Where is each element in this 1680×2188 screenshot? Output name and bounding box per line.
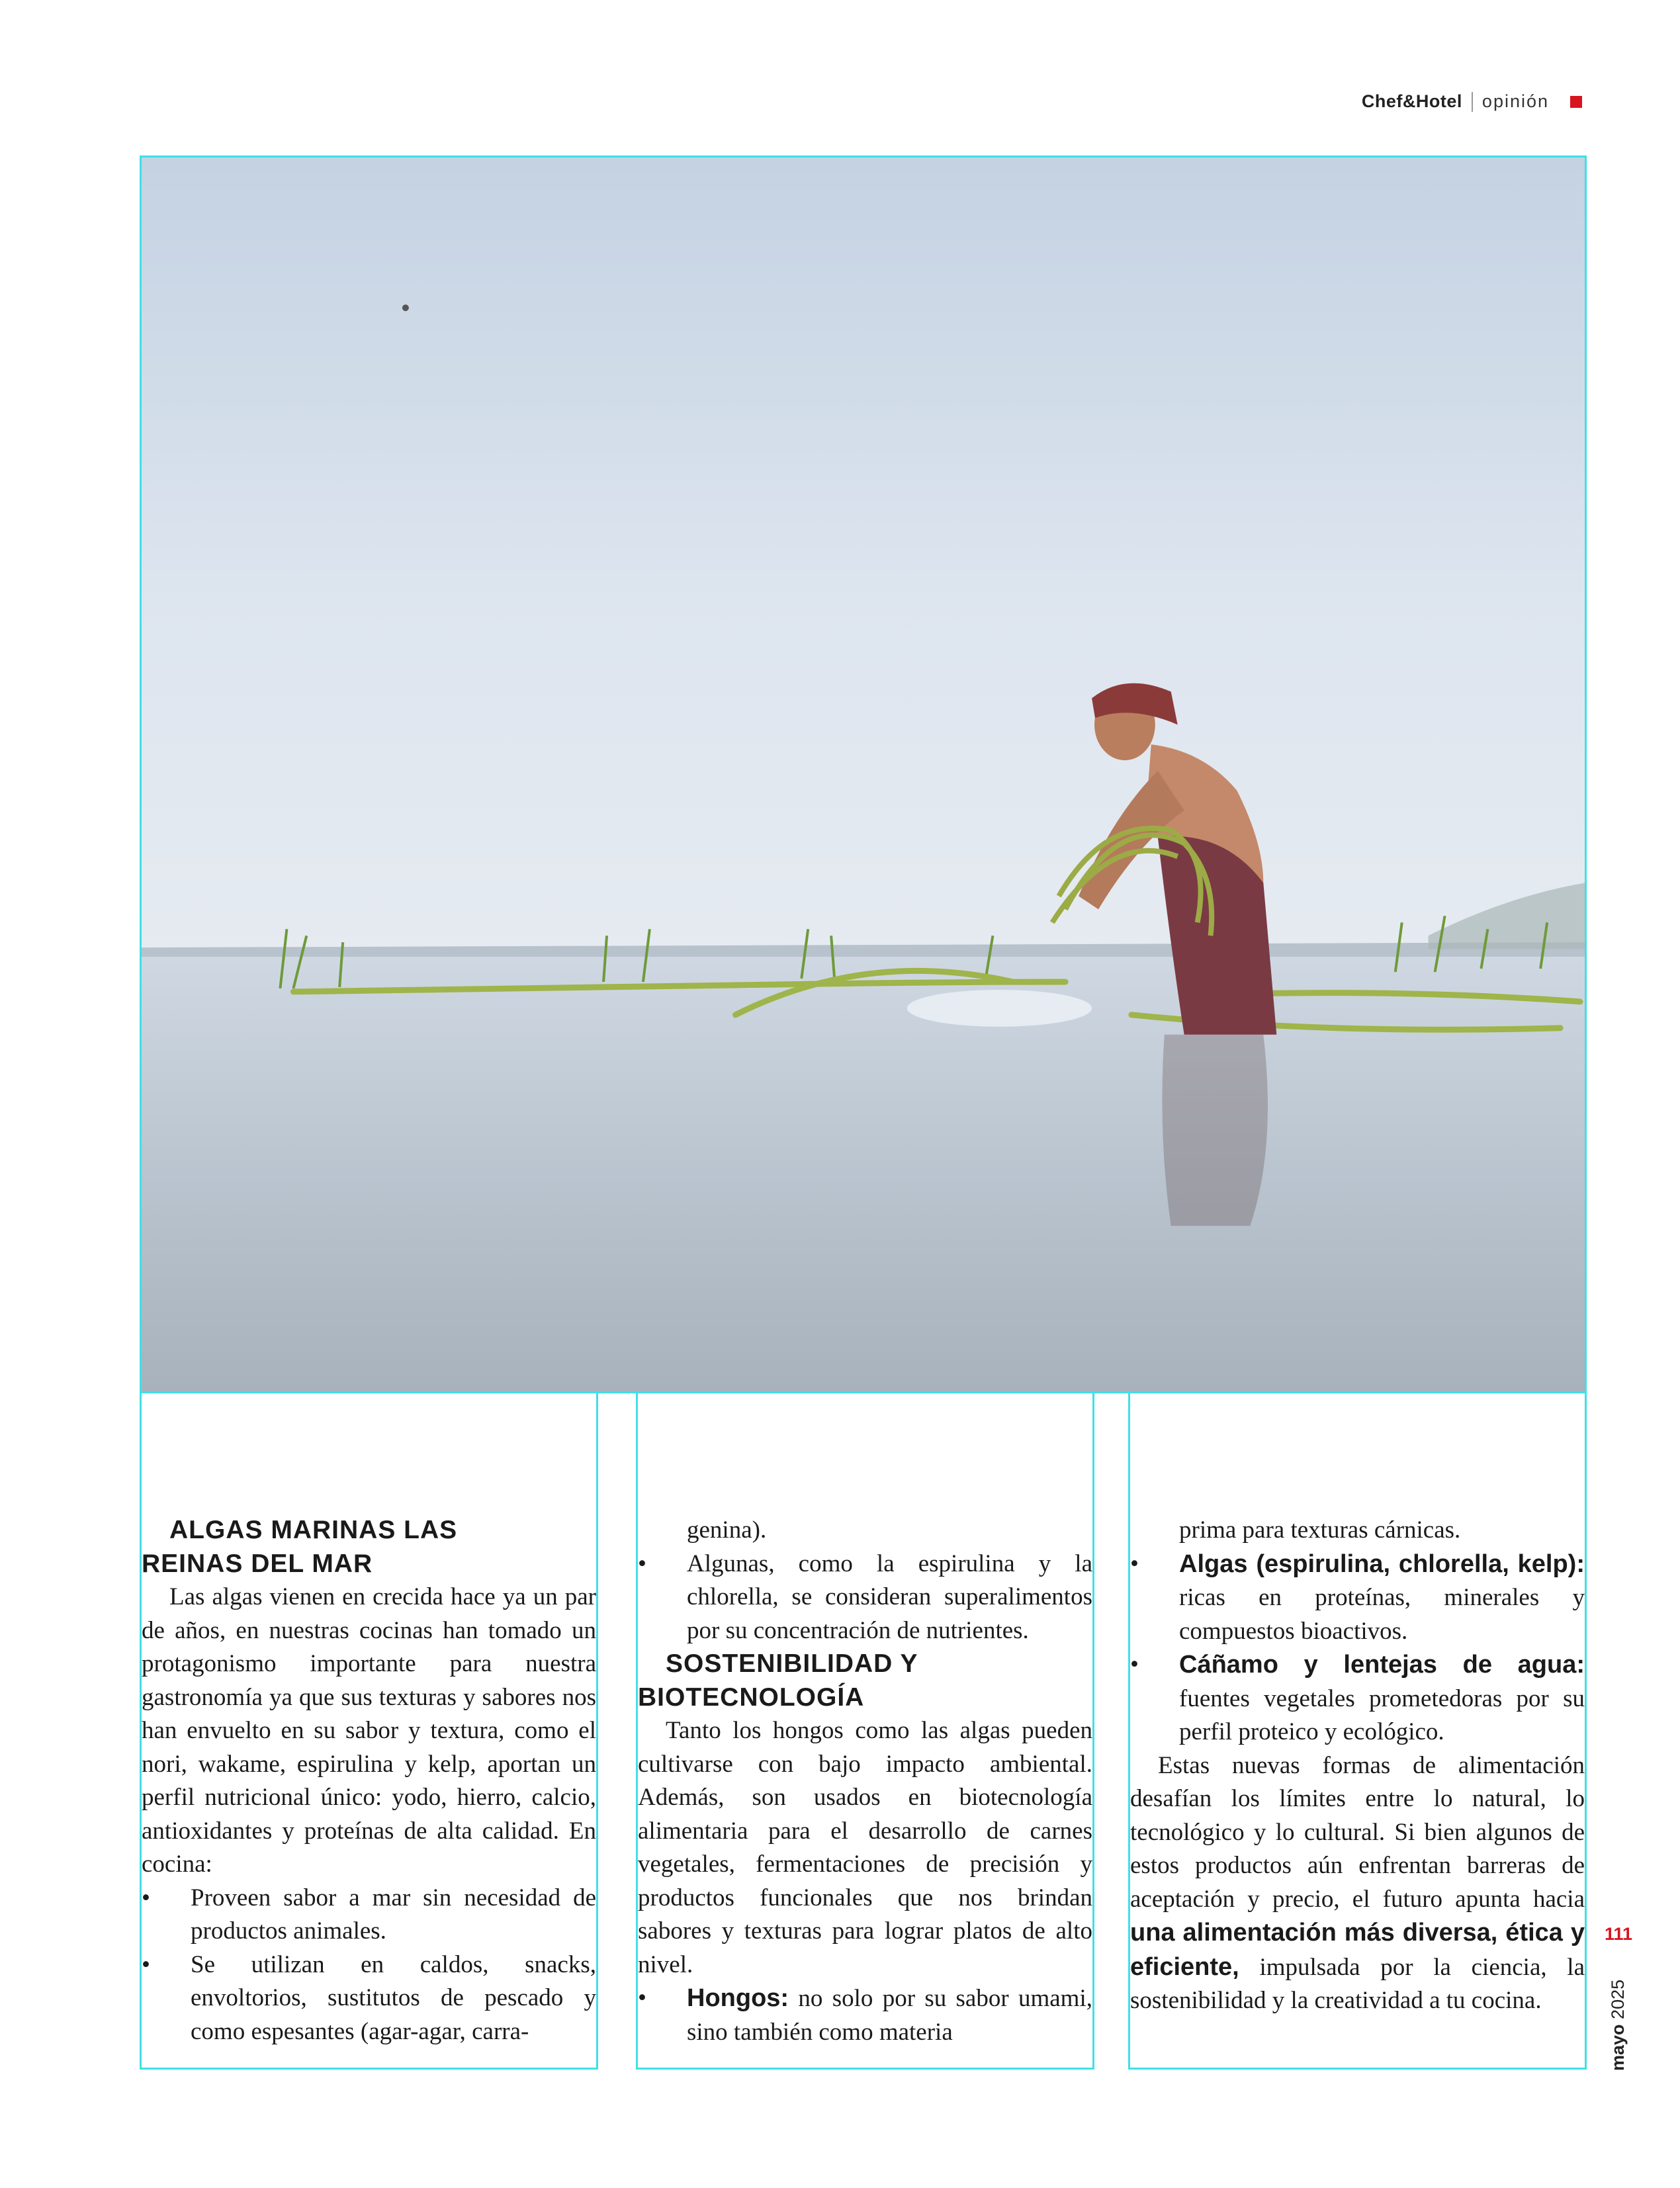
article-photo — [140, 155, 1587, 1393]
list-item: • Algunas, como la espirulina y la chlorella, se consideran superalimentos por su concentración de nutrientes. — [638, 1550, 1092, 1644]
continued-text: prima para texturas cárnicas. — [1179, 1516, 1461, 1544]
sostenibilidad-paragraph: Tanto los hongos como las algas pueden cultivarse con bajo impacto ambiental. Además, son usados en biotecnología alimentaria para el desarrollo de carnes vegetales, fermentaciones de precisión y productos funcionales que nos brindan sabores y texturas para lograr platos de alto nivel. — [638, 1717, 1092, 1978]
magazine-brand: Chef&Hotel — [1361, 91, 1462, 111]
header-divider — [1472, 92, 1473, 112]
section-heading-algas: ALGAS MARINAS LAS REINAS DEL MAR — [142, 1516, 458, 1578]
article-column-2 — [638, 1514, 1092, 2049]
hongos-bullet-list — [638, 1982, 1092, 2049]
alternativas-bullet-list — [1130, 1548, 1585, 1749]
conclusion-paragraph: Estas nuevas formas de alimentación desafían los límites entre lo natural, lo tecnológico y lo cultural. Si bien algunos de estos productos aún enfrentan barreras de aceptación y precio, el futuro apunta hacia una alimentación más diversa, ética y eficiente, impulsada por la ciencia, la sostenibilidad y la creatividad a tu cocina. — [1130, 1751, 1585, 2014]
list-item: • Proveen sabor a mar sin necesidad de productos animales. — [142, 1884, 596, 1945]
issue-date: mayo 2025 — [1608, 1979, 1628, 2071]
list-item: • Algas (espirulina, chlorella, kelp): ricas en proteínas, minerales y compuestos bioactivos. — [1130, 1550, 1585, 1645]
page-number: 111 — [1605, 1924, 1633, 1944]
section-label: opinión — [1481, 91, 1549, 111]
article-column-1 — [142, 1514, 596, 2048]
list-item: • Hongos: no solo por su sabor umami, sino también como materia — [638, 1984, 1092, 2046]
lake-harvest-illustration — [142, 157, 1585, 1391]
red-square-icon — [1570, 96, 1582, 108]
continued-text: genina). — [687, 1516, 767, 1544]
list-item: • Se utilizan en caldos, snacks, envoltorios, sustitutos de pescado y como espesantes (agar-agar, carra- — [142, 1950, 596, 2045]
page-header — [1362, 91, 1582, 112]
superalimentos-bullet-list — [638, 1548, 1092, 1648]
algas-bullet-list — [142, 1882, 596, 2049]
emphasis-text: una alimentación más diversa, ética y eficiente, — [1130, 1919, 1585, 1981]
algas-paragraph: Las algas vienen en crecida hace ya un par de años, en nuestras cocinas han tomado un protagonismo importante para nuestra gastronomía ya que sus texturas y sabores nos han envuelto en su sabor y textura, como el nori, wakame, espirulina y kelp, aportan un perfil nutricional único: yodo, hierro, calcio, antioxidantes y proteínas de alta calidad. En cocina: — [142, 1583, 596, 1878]
list-item: • Cáñamo y lentejas de agua: fuentes vegetales prometedoras por su perfil proteico y ecológico. — [1130, 1651, 1585, 1745]
article-column-3 — [1130, 1514, 1585, 2018]
section-heading-sostenibilidad: SOSTENIBILIDAD Y BIOTECNOLOGÍA — [638, 1649, 918, 1712]
